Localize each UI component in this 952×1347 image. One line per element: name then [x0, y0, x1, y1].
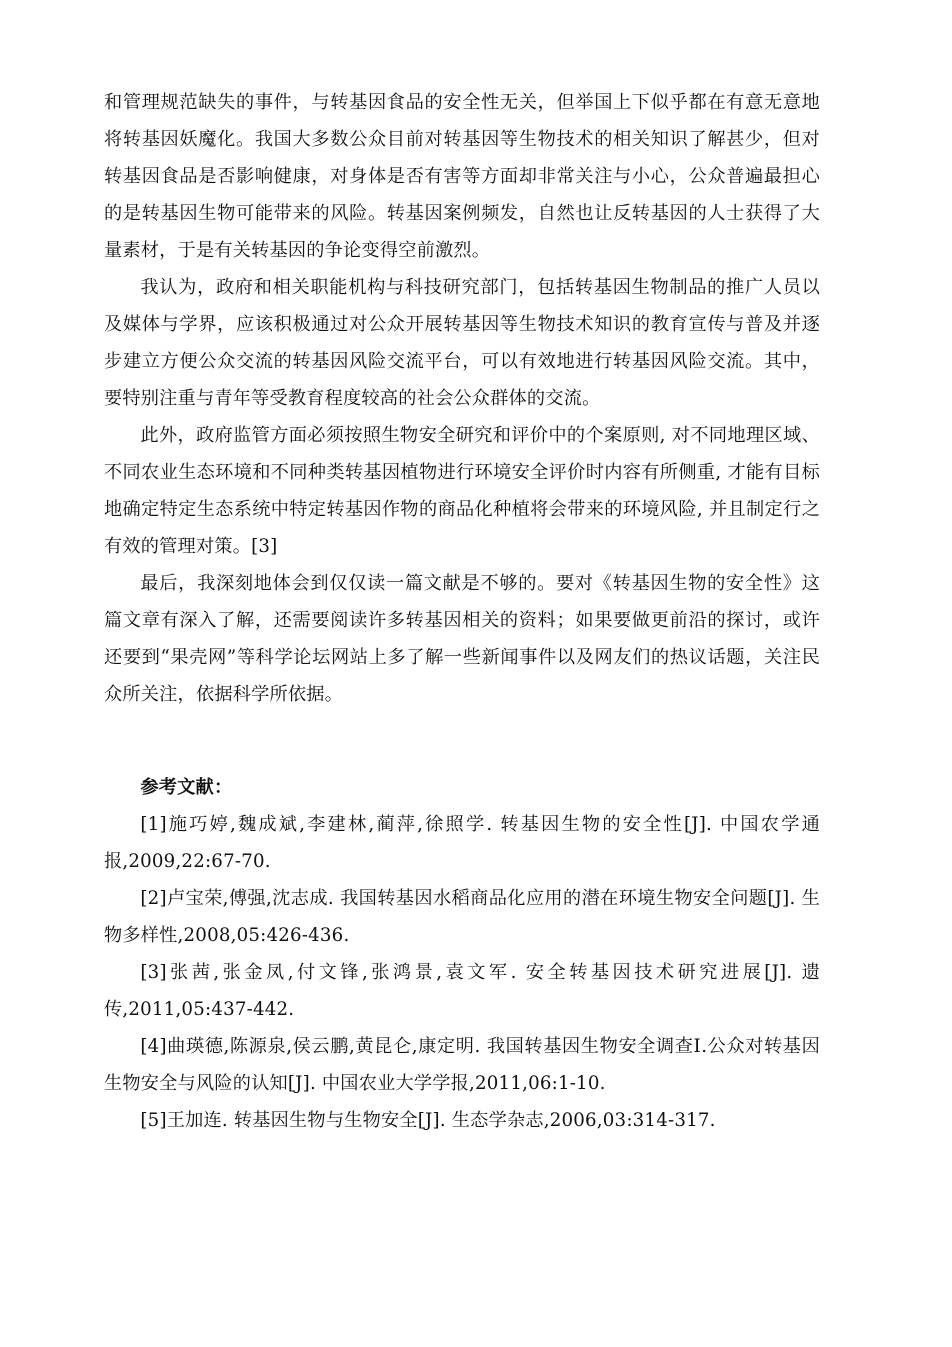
body-paragraph-3: 此外，政府监管方面必须按照生物安全研究和评价中的个案原则, 对不同地理区域、不同农业生态环境和不同种类转基因植物进行环境安全评价时内容有所侧重, 才能有目标地确定特定生态系统中特定转基因作物的商品化种植将会带来的环境风险, 并且制定行之有效的管理对策。[3] [104, 425, 820, 557]
reference-item-1: [1]施巧婷,魏成斌,李建林,蔺萍,徐照学. 转基因生物的安全性[J]. 中国农学通报,2009,22:67-70. [104, 814, 820, 872]
reference-item-5: [5]王加连. 转基因生物与生物安全[J]. 生态学杂志,2006,03:314-317. [140, 1110, 716, 1131]
body-paragraph-1: 和管理规范缺失的事件，与转基因食品的安全性无关，但举国上下似乎都在有意无意地将转基因妖魔化。我国大多数公众目前对转基因等生物技术的相关知识了解甚少，但对转基因食品是否影响健康，对身体是否有害等方面却非常关注与小心，公众普遍最担心的是转基因生物可能带来的风险。转基因案例频发，自然也让反转基因的人士获得了大量素材，于是有关转基因的争论变得空前激烈。 [104, 92, 820, 261]
reference-item-4: [4]曲瑛德,陈源泉,侯云鹏,黄昆仑,康定明. 我国转基因生物安全调查Ⅰ.公众对转基因生物安全与风险的认知[J]. 中国农业大学学报,2011,06:1-10. [104, 1036, 820, 1094]
body-paragraph-2: 我认为，政府和相关职能机构与科技研究部门，包括转基因生物制品的推广人员以及媒体与学界，应该积极通过对公众开展转基因等生物技术知识的教育宣传与普及并逐步建立方便公众交流的转基因风险交流平台，可以有效地进行转基因风险交流。其中，要特别注重与青年等受教育程度较高的社会公众群体的交流。 [104, 277, 820, 409]
reference-item-3: [3]张茜,张金凤,付文锋,张鸿景,袁文军. 安全转基因技术研究进展[J]. 遗传,2011,05:437-442. [104, 962, 820, 1020]
document-page [104, 84, 820, 1139]
references-heading: 参考文献： [140, 777, 233, 798]
body-paragraph-4: 最后，我深刻地体会到仅仅读一篇文献是不够的。要对《转基因生物的安全性》这篇文章有深入了解，还需要阅读许多转基因相关的资料；如果要做更前沿的探讨，或许还要到“果壳网”等科学论坛网站上多了解一些新闻事件以及网友们的热议话题，关注民众所关注，依据科学所依据。 [104, 573, 820, 705]
references-list [104, 806, 820, 1139]
section-spacer [104, 713, 820, 769]
reference-item-2: [2]卢宝荣,傅强,沈志成. 我国转基因水稻商品化应用的潜在环境生物安全问题[J]. 生物多样性,2008,05:426-436. [104, 888, 820, 946]
